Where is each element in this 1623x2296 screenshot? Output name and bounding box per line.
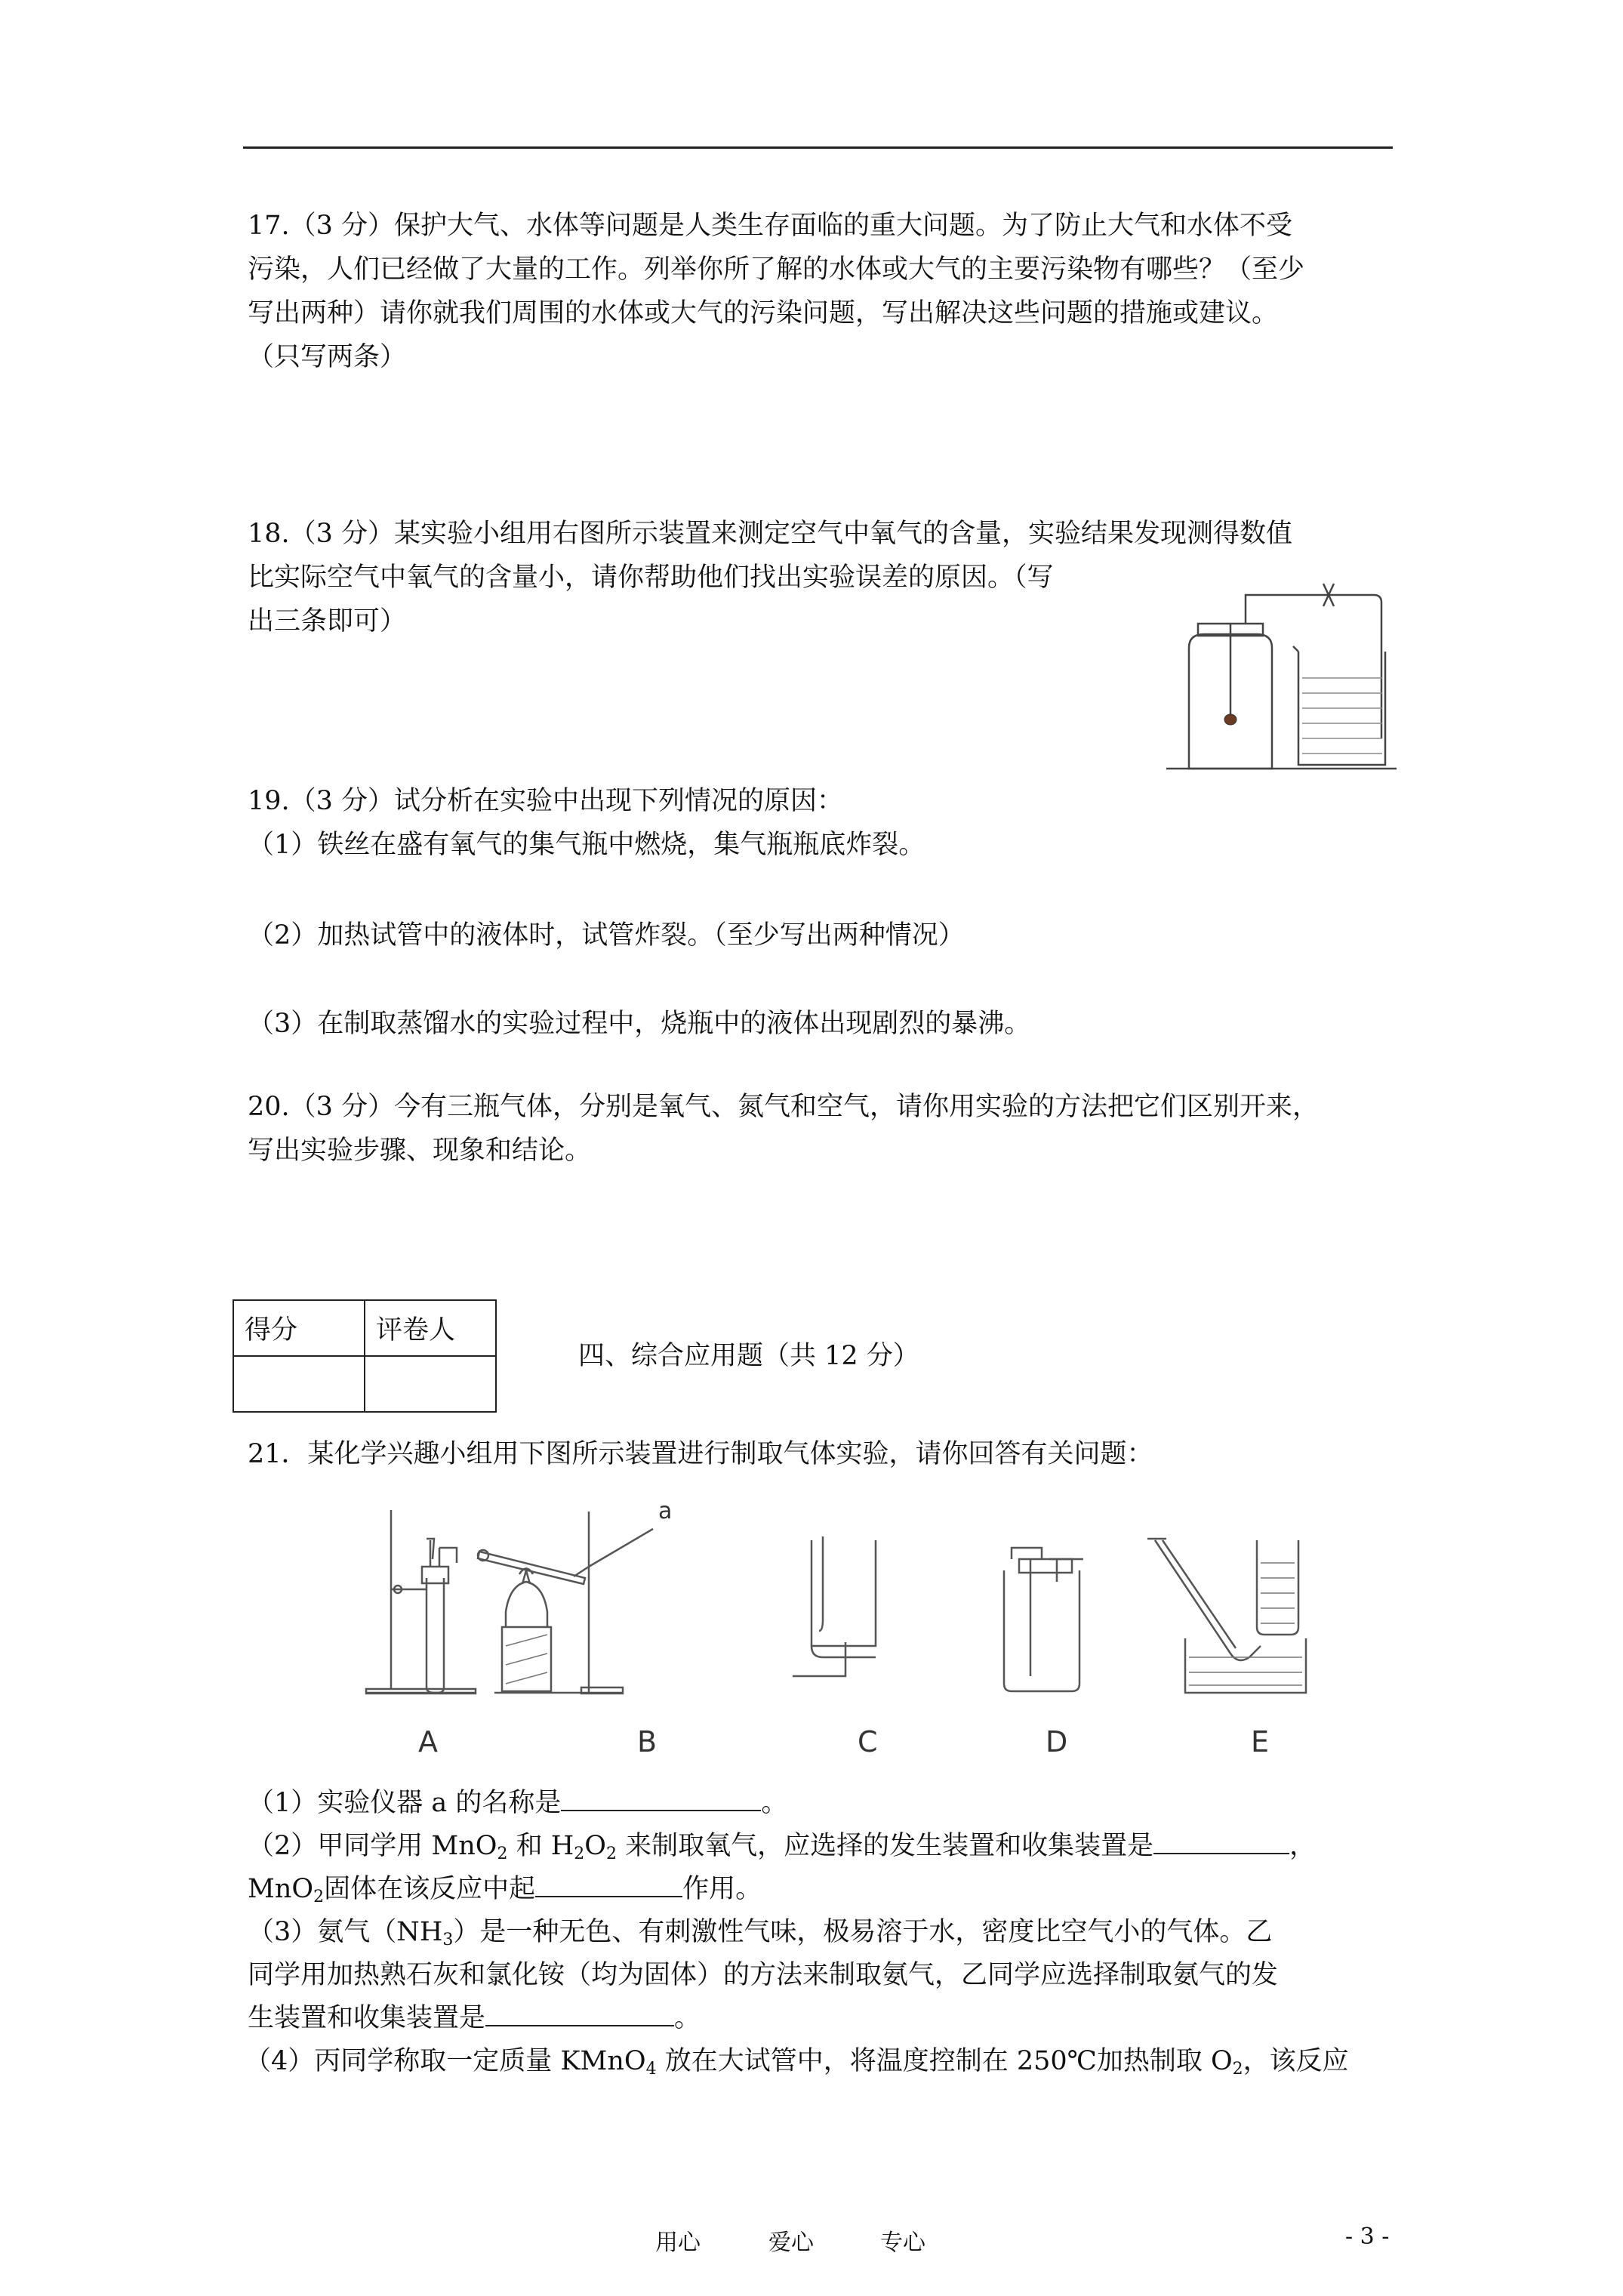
q21-sub-2: （2）甲同学用 MnO$_2$ 和 $H_2O_2$ 来制取氧气，应选择的发生装置和收集装置是 ，: [248, 1825, 1391, 1868]
answer-blank[interactable]: [561, 1784, 761, 1811]
score-label: 得分: [233, 1300, 365, 1356]
apparatus-label-d: D: [1046, 1725, 1068, 1758]
page-number: - 3 -: [1345, 2224, 1390, 2250]
apparatus-label-a: A: [418, 1725, 438, 1758]
grader-cell[interactable]: [365, 1356, 496, 1412]
footer-mid: 爱心: [768, 2230, 814, 2256]
apparatus-b: [478, 1512, 653, 1693]
q21-title: 21．某化学兴趣小组用下图所示装置进行制取气体实验，请你回答有关问题：: [248, 1439, 1153, 1469]
q18-line: 出三条即可）: [248, 606, 407, 636]
q18-line: 18.（3 分）某实验小组用右图所示装置来测定空气中氧气的含量，实验结果发现测得数值: [248, 519, 1293, 549]
q17-line: 17.（3 分）保护大气、水体等问题是人类生存面临的重大问题。为了防止大气和水体不受: [248, 211, 1293, 241]
q21-subquestions: [245, 1782, 1391, 2083]
apparatus-a: [366, 1510, 476, 1693]
q19-title: 19.（3 分）试分析在实验中出现下列情况的原因：: [248, 786, 844, 816]
header-rule: [243, 146, 1393, 149]
section-heading: 四、综合应用题（共 12 分）: [578, 1341, 919, 1371]
gas-apparatus-figure: [355, 1495, 1313, 1706]
q21-sub-3-cont: 同学用加热熟石灰和氯化铵（均为固体）的方法来制取氨气，乙同学应选择制取氨气的发: [248, 1960, 1279, 1990]
footer-left: 用心: [655, 2230, 701, 2256]
q21-sub-1: （1）实验仪器 a 的名称是 。: [248, 1782, 1391, 1825]
q21-sub-4: （4）丙同学称取一定质量 KMnO$_4$ 放在大试管中，将温度控制在 250℃加热制取 $O_2$，该反应: [245, 2046, 1349, 2079]
question-20: [248, 1085, 1391, 1173]
q20-line: 写出实验步骤、现象和结论。: [248, 1136, 592, 1166]
score-box: [233, 1299, 497, 1413]
oxygen-measurement-apparatus-figure: [1159, 565, 1400, 776]
question-17: [248, 204, 1391, 379]
q19-item-2: （2）加热试管中的液体时，试管炸裂。（至少写出两种情况）: [248, 920, 965, 951]
q20-line: 20.（3 分）今有三瓶气体，分别是氧气、氮气和空气，请你用实验的方法把它们区别开来，: [248, 1092, 1320, 1122]
footer-right: 专心: [880, 2230, 925, 2256]
answer-blank[interactable]: [535, 1870, 682, 1897]
apparatus-c: [793, 1536, 876, 1676]
question-19: [248, 779, 1391, 867]
q21-sub-3: （3）氨气$(NH_3)$是一种无色、有刺激性气味，极易溶于水，密度比空气小的气体。乙: [248, 1917, 1273, 1949]
instrument-a-pointer-label: a: [658, 1498, 673, 1524]
q17-line: 写出两种）请你就我们周围的水体或大气的污染问题，写出解决这些问题的措施或建议。: [248, 298, 1279, 328]
answer-blank[interactable]: [1153, 1827, 1289, 1854]
apparatus-label-e: E: [1251, 1725, 1270, 1758]
score-cell[interactable]: [233, 1356, 365, 1412]
q17-line: 污染，人们已经做了大量的工作。列举你所了解的水体或大气的主要污染物有哪些？（至少: [248, 254, 1305, 285]
apparatus-d: [1004, 1548, 1083, 1691]
apparatus-e: [1147, 1539, 1306, 1693]
answer-blank[interactable]: [485, 1999, 674, 2026]
q21-sub-3-cont: 生装置和收集装置是 。: [248, 1997, 1391, 2040]
q18-line: 比实际空气中氧气的含量小，请你帮助他们找出实验误差的原因。（写: [248, 562, 1054, 593]
q17-line: （只写两条）: [248, 342, 407, 372]
apparatus-label-c: C: [858, 1725, 878, 1758]
q21-sub-2-cont: MnO$_2$固体在该反应中起 作用。: [248, 1868, 1391, 1911]
q19-item-1: （1）铁丝在盛有氧气的集气瓶中燃烧，集气瓶瓶底炸裂。: [248, 830, 925, 860]
grader-label: 评卷人: [365, 1300, 496, 1356]
q19-item-3: （3）在制取蒸馏水的实验过程中，烧瓶中的液体出现剧烈的暴沸。: [248, 1009, 1031, 1039]
apparatus-label-b: B: [637, 1725, 658, 1758]
